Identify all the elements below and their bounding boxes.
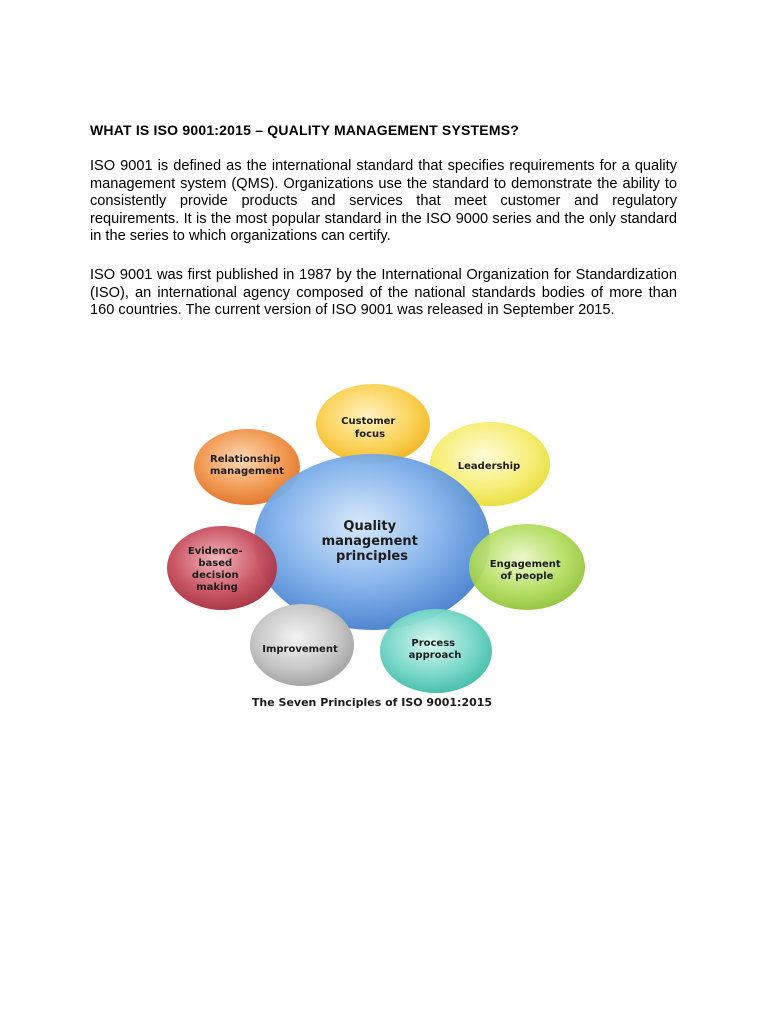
leadership-label: Leadership — [457, 461, 521, 472]
improvement-label: Improvement — [262, 644, 338, 655]
relationship-management-label: Relationship management — [209, 454, 285, 477]
customer-focus-label: Customer focus — [341, 416, 396, 440]
center-label: Quality management principles — [321, 519, 418, 564]
principles-diagram-svg — [160, 380, 600, 720]
intro-paragraph: ISO 9001 is defined as the international standard that specifies requirements for a quality management system (QMS). Organizations use the standard to demonstrate the ability to consistently provide products and services that meet customer and regulatory requirements. It is the most popular standard in the ISO 9000 series and the only standard in the series to which organizations can certify. — [90, 158, 677, 245]
evidence-based-decision-making-label: Evidence- based decision making — [187, 546, 243, 593]
page-title: WHAT IS ISO 9001:2015 – QUALITY MANAGEMENT SYSTEMS? — [90, 122, 519, 138]
history-paragraph: ISO 9001 was first published in 1987 by the International Organization for Standardization (ISO), an international agency composed of the national standards bodies of more than 160 countries. The current version of ISO 9001 was released in September 2015. — [90, 267, 677, 319]
process-approach-label: Process approach — [408, 638, 462, 661]
diagram-caption: The Seven Principles of ISO 9001:2015 — [251, 696, 493, 709]
principles-diagram — [160, 380, 600, 720]
engagement-of-people-label: Engagement of people — [489, 559, 561, 582]
